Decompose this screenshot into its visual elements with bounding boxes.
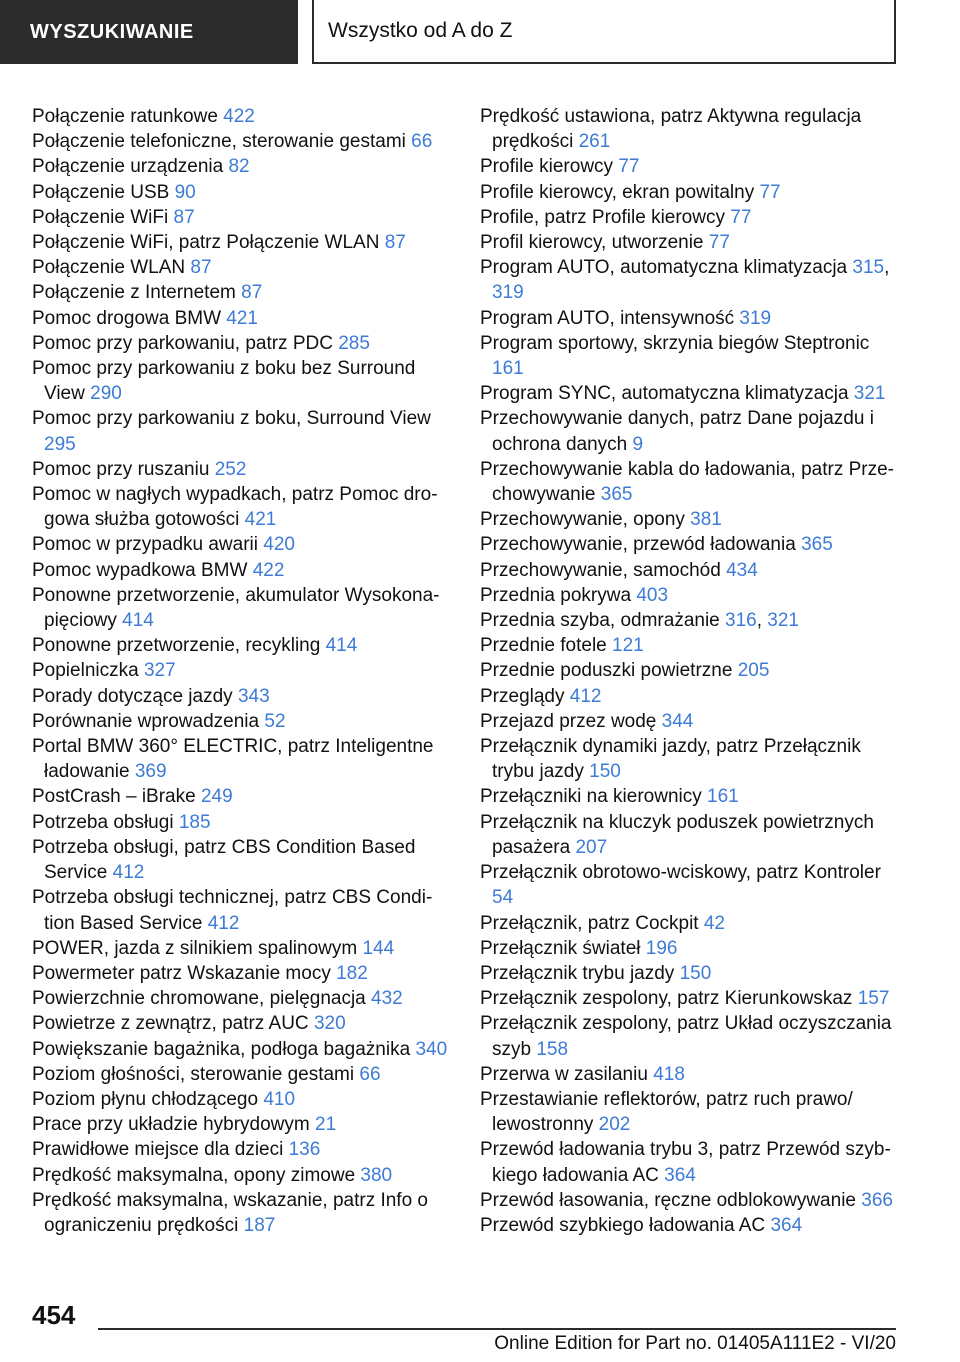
index-entry	[480, 507, 900, 532]
page-reference-link[interactable]: 369	[134, 761, 167, 783]
page-reference-link[interactable]: 340	[415, 1038, 448, 1060]
page-reference-link[interactable]: 261	[578, 131, 611, 153]
section-tab-label: WYSZUKIWANIE	[30, 20, 194, 43]
page-reference-link[interactable]: 9	[632, 433, 644, 455]
index-entry-text: Połączenie telefoniczne, sterowanie gestami	[32, 131, 406, 153]
index-entry-text: Przednia pokrywa	[480, 584, 632, 606]
index-entry	[32, 180, 452, 205]
index-entry	[480, 633, 900, 658]
page-reference-link[interactable]: 207	[575, 836, 608, 858]
index-entry-text: POWER, jazda z silnikiem spalinowym	[32, 937, 358, 959]
index-entry	[32, 633, 452, 658]
page-reference-link[interactable]: 380	[360, 1164, 393, 1186]
index-entry	[32, 129, 452, 154]
page-reference-link[interactable]: 364	[664, 1164, 696, 1186]
index-entry	[32, 1087, 452, 1112]
index-entry-text: PostCrash – iBrake	[32, 786, 196, 808]
page-reference-link[interactable]: 158	[536, 1038, 569, 1060]
index-entry-text: Potrzeba obsługi	[32, 811, 174, 833]
index-entry	[480, 709, 900, 734]
page-reference-link[interactable]: 414	[325, 635, 358, 657]
index-entry-text: Połączenie WiFi	[32, 206, 169, 228]
index-entry-text: Potrzeba obsługi, patrz CBS Condition Based Service	[32, 836, 416, 884]
page-reference-link[interactable]: 136	[288, 1139, 321, 1161]
page-reference-link[interactable]: 87	[241, 282, 263, 304]
index-entry-text: Program SYNC, automatyczna klimatyzacja	[480, 383, 849, 405]
index-entry-text: Prędkość maksymalna, opony zimowe	[32, 1164, 356, 1186]
page-reference-link[interactable]: 422	[252, 559, 285, 581]
index-entry	[32, 936, 452, 961]
page-reference-link[interactable]: 432	[371, 988, 403, 1010]
index-entry-text: Potrzeba obsługi technicznej, patrz CBS Condition Based Service	[32, 887, 433, 934]
index-entry-text: Przednie poduszki powietrzne	[480, 660, 733, 682]
index-entry	[32, 1112, 452, 1137]
index-entry-text: Ponowne przetworzenie, recykling	[32, 635, 321, 657]
index-entry	[32, 482, 452, 532]
page-reference-link[interactable]: 344	[661, 710, 694, 732]
page-reference-link[interactable]: 182	[336, 962, 368, 984]
page-reference-link[interactable]: 403	[636, 584, 669, 606]
index-entry-text: Przechowywanie kabla do ładowania, patrz Przechowywanie	[480, 458, 894, 506]
page-reference-link[interactable]: 77	[730, 206, 752, 228]
index-entry	[480, 1011, 900, 1061]
page-reference-link[interactable]: 66	[411, 131, 433, 153]
index-entry-text: Pomoc w przypadku awarii	[32, 534, 258, 556]
footer-edition: Online Edition for Part no. 01405A111E2 - VI/20	[494, 1333, 896, 1354]
page-reference-link[interactable]: 295	[44, 433, 76, 455]
page-reference-link[interactable]: 87	[173, 206, 195, 228]
page-reference-link[interactable]: 412	[112, 862, 145, 884]
page-reference-link[interactable]: 285	[338, 332, 370, 354]
page-reference-link[interactable]: 290	[90, 383, 122, 405]
index-entry-text: Powermeter patrz Wskazanie mocy	[32, 962, 331, 984]
page-reference-link[interactable]: 150	[679, 962, 712, 984]
index-entry	[480, 1188, 900, 1213]
index-entry-text: Ponowne przetworzenie, akumulator Wysokonapięciowy	[32, 584, 440, 632]
page-reference-link[interactable]: 157	[857, 988, 890, 1010]
page-reference-link[interactable]: 87	[384, 232, 406, 254]
index-entry	[32, 734, 452, 784]
page-reference-link[interactable]: 205	[737, 660, 770, 682]
index-entry-text: Połączenie WLAN	[32, 257, 186, 279]
index-entry-text: Prędkość ustawiona, patrz Aktywna regulacja prędkości	[480, 106, 862, 153]
index-entry	[480, 810, 900, 860]
index-entry	[32, 205, 452, 230]
index-entry-text: Pomoc drogowa BMW	[32, 307, 222, 329]
page-reference-link[interactable]: 343	[237, 685, 270, 707]
index-entry	[480, 936, 900, 961]
index-entry-text: Przełącznik, patrz Cockpit	[480, 912, 699, 934]
index-entry-text: Przechowywanie danych, patrz Dane pojazdu i ochrona danych	[480, 408, 874, 455]
page-reference-link[interactable]: 66	[359, 1063, 381, 1085]
page-reference-link[interactable]: 412	[207, 912, 240, 934]
index-entry	[480, 180, 900, 205]
index-entry	[32, 1062, 452, 1087]
index-entry-text: Przechowywanie, przewód ładowania	[480, 534, 796, 556]
index-entry	[32, 104, 452, 129]
page-reference-link[interactable]: 150	[589, 761, 621, 783]
index-entry-text: Przechowywanie, samochód	[480, 559, 721, 581]
page-reference-link[interactable]: 321	[767, 610, 799, 632]
page-reference-link[interactable]: 77	[618, 156, 640, 178]
page-reference-link[interactable]: 321	[853, 383, 886, 405]
index-entry	[32, 331, 452, 356]
index-entry	[480, 381, 900, 406]
page-reference-link[interactable]: 316	[725, 610, 757, 632]
page-reference-link[interactable]: 161	[707, 786, 739, 808]
index-entry-text: Profile kierowcy	[480, 156, 614, 178]
index-entry	[480, 911, 900, 936]
index-entry-text: Przewód szybkiego ładowania AC	[480, 1214, 766, 1236]
index-entry-text: Porady dotyczące jazdy	[32, 685, 233, 707]
index-entry-text: Porównanie wprowadzenia	[32, 710, 260, 732]
index-entry-text: Pomoc w nagłych wypadkach, patrz Pomoc drogowa służba gotowości	[32, 484, 438, 531]
index-entry	[32, 835, 452, 885]
index-entry	[480, 860, 900, 910]
index-entry-text: Program sportowy, skrzynia biegów Steptronic	[480, 332, 870, 354]
index-entry	[32, 583, 452, 633]
index-entry	[32, 532, 452, 557]
index-entry	[32, 255, 452, 280]
index-entry	[32, 457, 452, 482]
index-entry	[32, 356, 452, 406]
footer-divider	[98, 1328, 896, 1330]
page-reference-link[interactable]: 422	[223, 106, 255, 127]
index-entry-text: Poziom głośności, sterowanie gestami	[32, 1063, 355, 1085]
page-reference-link[interactable]: 364	[770, 1214, 803, 1236]
index-entry-text: Przerwa w zasilaniu	[480, 1063, 648, 1085]
index-entry-text: Połączenie USB	[32, 181, 170, 203]
index-entry-text: Przełącznik na kluczyk poduszek powietrznych pasażera	[480, 811, 874, 858]
page-reference-link[interactable]: 381	[690, 509, 722, 531]
index-entry	[32, 961, 452, 986]
index-entry	[480, 306, 900, 331]
index-entry-text: Połączenie z Internetem	[32, 282, 236, 304]
index-entry-text: Pomoc przy parkowaniu z boku, Surround View	[32, 408, 431, 430]
index-entry: Program AUTO, automatyczna klimatyzacja 315, 319	[480, 257, 890, 304]
page-reference-link[interactable]: 54	[492, 887, 514, 909]
page-reference-link[interactable]: 187	[243, 1214, 276, 1236]
index-entry-text: Połączenie urządzenia	[32, 156, 224, 178]
index-entry-text: Prace przy układzie hybrydowym	[32, 1114, 310, 1136]
index-entry-text: Portal BMW 360° ELECTRIC, patrz Inteligentne ładowanie	[32, 736, 434, 783]
index-entry-text: Przeglądy	[480, 685, 565, 707]
index-entry	[32, 406, 452, 456]
index-entry-text: Przełącznik obrotowo-wciskowy, patrz Kontroler	[480, 862, 881, 884]
page-reference-link[interactable]: 90	[174, 181, 196, 203]
page-reference-link[interactable]: 196	[645, 937, 678, 959]
index-entry-text: Prędkość maksymalna, wskazanie, patrz Info o ograniczeniu prędkości	[32, 1189, 429, 1236]
index-entry-text: Profile kierowcy, ekran powitalny	[480, 181, 755, 203]
page-reference-link[interactable]: 121	[612, 635, 644, 657]
index-entry-text: Przewód ładowania trybu 3, patrz Przewód szybkiego ładowania AC	[480, 1139, 891, 1186]
page-reference-link[interactable]: 418	[653, 1063, 685, 1085]
index-entry	[480, 1087, 900, 1137]
page-title: Wszystko od A do Z	[328, 19, 513, 42]
index-entry	[32, 230, 452, 255]
index-entry	[480, 1062, 900, 1087]
index-entry-text: Przełącznik świateł	[480, 937, 641, 959]
index-entry-text: Profil kierowcy, utworzenie	[480, 232, 704, 254]
index-entry	[32, 810, 452, 835]
section-tab	[0, 0, 298, 64]
index-entry	[32, 684, 452, 709]
index-entry-text: Powietrze z zewnątrz, patrz AUC	[32, 1013, 309, 1035]
index-entry-text: Program AUTO, automatyczna klimatyzacja	[480, 257, 848, 279]
index-entry: Przednia szyba, odmrażanie 316, 321	[480, 610, 799, 632]
index-entry-text: Przechowywanie, opony	[480, 509, 685, 531]
index-entry	[32, 154, 452, 179]
index-entry	[32, 1163, 452, 1188]
page-reference-link[interactable]: 365	[801, 534, 833, 556]
index-entry-text: Przełączniki na kierownicy	[480, 786, 702, 808]
index-entry	[32, 784, 452, 809]
index-entry	[480, 1213, 900, 1238]
index-entry	[480, 558, 900, 583]
index-entry	[32, 986, 452, 1011]
index-entry-text: Przejazd przez wodę	[480, 710, 657, 732]
page-reference-link[interactable]: 434	[726, 559, 758, 581]
index-entry	[32, 280, 452, 305]
page-reference-link[interactable]: 420	[263, 534, 295, 556]
index-entry-text: Przełącznik dynamiki jazdy, patrz Przełącznik trybu jazdy	[480, 736, 861, 783]
page-reference-link[interactable]: 161	[492, 358, 524, 380]
index-entry-text: Pomoc wypadkowa BMW	[32, 559, 248, 581]
page-reference-link[interactable]: 21	[315, 1114, 337, 1136]
index-entry	[480, 583, 900, 608]
page-reference-link[interactable]: 319	[739, 307, 772, 329]
index-entry-text: Pomoc przy parkowaniu, patrz PDC	[32, 332, 333, 354]
page-header-title	[312, 0, 896, 64]
page-reference-link[interactable]: 144	[362, 937, 395, 959]
page-reference-link[interactable]: 42	[703, 912, 725, 934]
index-entry-text: Pomoc przy parkowaniu z boku bez Surround View	[32, 358, 416, 405]
index-entry	[480, 784, 900, 809]
index-entry-text: Przestawianie reflektorów, patrz ruch prawo/ lewostronny	[480, 1088, 853, 1136]
index-entry	[480, 104, 900, 154]
index-entry-text: Przednie fotele	[480, 635, 607, 657]
index-entry-text: Przewód łasowania, ręczne odblokowywanie	[480, 1189, 856, 1211]
index-entry-text: Połączenie WiFi, patrz Połączenie WLAN	[32, 232, 380, 254]
index-column-left	[32, 104, 452, 1238]
page-reference-link[interactable]: 249	[200, 786, 233, 808]
index-entry	[480, 406, 900, 456]
index-entry	[480, 331, 900, 381]
page-reference-link[interactable]: 320	[313, 1013, 346, 1035]
index-entry	[32, 306, 452, 331]
index-column-right	[480, 104, 900, 1238]
index-entry-text: Poziom płynu chłodzącego	[32, 1088, 259, 1110]
page-reference-link[interactable]: 365	[600, 484, 633, 506]
index-entry	[32, 885, 452, 935]
index-entry	[480, 961, 900, 986]
page-reference-link[interactable]: 410	[263, 1088, 296, 1110]
index-entry	[480, 658, 900, 683]
index-entry	[480, 986, 900, 1011]
index-entry-text: Przełącznik zespolony, patrz Układ oczyszczania szyb	[480, 1013, 892, 1060]
index-entry-text: Powierzchnie chromowane, pielęgnacja	[32, 988, 366, 1010]
page-reference-link[interactable]: 319	[492, 282, 524, 304]
index-entry	[480, 734, 900, 784]
index-entry-text: Połączenie ratunkowe	[32, 106, 218, 127]
index-entry	[480, 1137, 900, 1187]
index-entry	[480, 457, 900, 507]
page-reference-link[interactable]: 327	[143, 660, 176, 682]
index-entry	[32, 1011, 452, 1036]
page-reference-link[interactable]: 252	[214, 458, 247, 480]
index-entry	[480, 205, 900, 230]
page-reference-link[interactable]: 77	[708, 232, 730, 254]
page-reference-link[interactable]: 77	[759, 181, 781, 203]
index-entry	[480, 154, 900, 179]
index-entry-text: Popielniczka	[32, 660, 139, 682]
index-entry	[480, 684, 900, 709]
page-reference-link[interactable]: 52	[264, 710, 286, 732]
index-entry-text: Prawidłowe miejsce dla dzieci	[32, 1139, 284, 1161]
index-entry-text: Profile, patrz Profile kierowcy	[480, 206, 725, 228]
index-entry-text: Przełącznik trybu jazdy	[480, 962, 675, 984]
index-entry	[480, 532, 900, 557]
index-entry	[32, 1188, 452, 1238]
index-entry	[32, 558, 452, 583]
index-entry	[32, 709, 452, 734]
index-entry	[32, 1037, 452, 1062]
index-entry	[480, 230, 900, 255]
page-reference-link[interactable]: 202	[598, 1114, 631, 1136]
index-entry-text: Program AUTO, intensywność	[480, 307, 735, 329]
page-reference-link[interactable]: 185	[178, 811, 211, 833]
page-reference-link[interactable]: 82	[228, 156, 250, 178]
page-reference-link[interactable]: 414	[122, 610, 154, 632]
page-reference-link[interactable]: 421	[226, 307, 258, 329]
page-reference-link[interactable]: 87	[190, 257, 212, 279]
index-entry-text: Przednia szyba, odmrażanie	[480, 610, 720, 632]
index-entry	[32, 658, 452, 683]
page-number: 454	[32, 1300, 76, 1330]
index-entry-text: Przełącznik zespolony, patrz Kierunkowskaz	[480, 988, 853, 1010]
index-entry-text: Powiększanie bagażnika, podłoga bagażnika	[32, 1038, 411, 1060]
page-reference-link[interactable]: 315	[852, 257, 885, 279]
index-entry-text: Pomoc przy ruszaniu	[32, 458, 210, 480]
page-reference-link[interactable]: 412	[569, 685, 602, 707]
page-reference-link[interactable]: 366	[861, 1189, 893, 1211]
index-entry	[32, 1137, 452, 1162]
page-reference-link[interactable]: 421	[244, 509, 277, 531]
